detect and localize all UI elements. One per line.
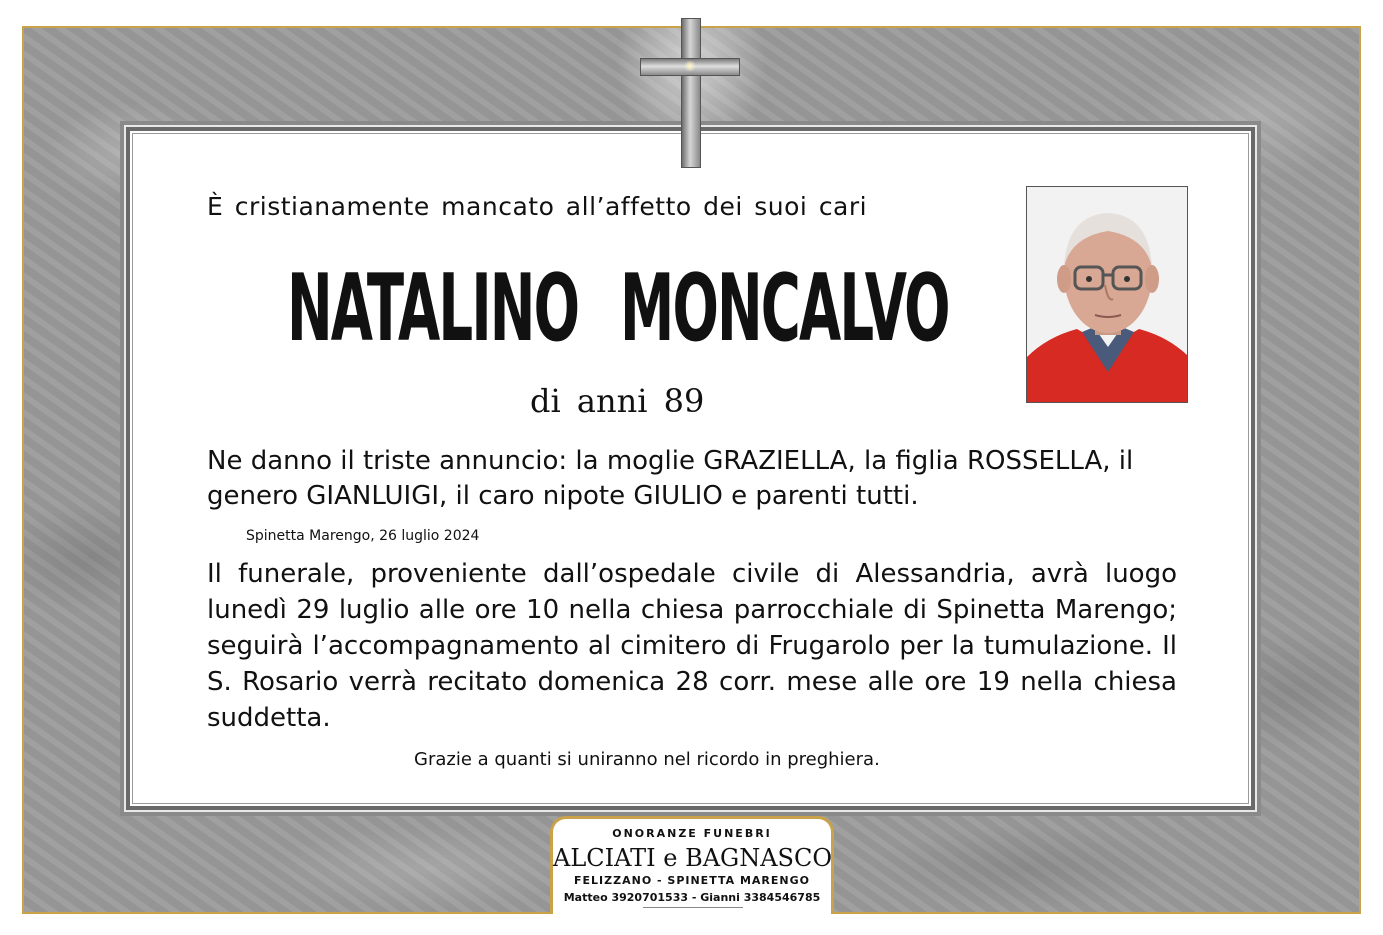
agency-divider: [643, 907, 743, 908]
family-announcement: Ne danno il triste annuncio: la moglie GRAZIELLA, la figlia ROSSELLA, il genero GIANLUIGI, il caro nipote GIULIO e parenti tutti.: [207, 446, 1134, 511]
portrait-photo: [1026, 186, 1188, 403]
cross-icon: [640, 18, 740, 168]
intro-text: È cristianamente mancato all’affetto dei suoi cari: [207, 192, 868, 221]
agency-label: ONORANZE FUNEBRI: [612, 827, 772, 840]
deceased-name: NATALINO MONCALVO: [287, 254, 949, 363]
agency-name: ALCIATI e BAGNASCO: [553, 844, 833, 872]
agency-locations: FELIZZANO - SPINETTA MARENGO: [574, 874, 810, 887]
place-and-date: Spinetta Marengo, 26 luglio 2024: [246, 528, 480, 544]
funeral-agency-badge: [550, 816, 834, 914]
deceased-age: di anni 89: [530, 382, 705, 420]
agency-contacts: Matteo 3920701533 - Gianni 3384546785: [563, 891, 821, 904]
thanks-line: Grazie a quanti si uniranno nel ricordo in preghiera.: [414, 749, 880, 770]
funeral-details: Il funerale, proveniente dall’ospedale civile di Alessandria, avrà luogo lunedì 29 luglio alle ore 10 nella chiesa parrocchiale di Spinetta Marengo; seguirà l’accompagnamento al cimitero di Frugarolo per la tumulazione. Il S. Rosario verrà recitato domenica 28 corr. mese alle ore 19 nella chiesa suddetta.: [207, 559, 1177, 733]
